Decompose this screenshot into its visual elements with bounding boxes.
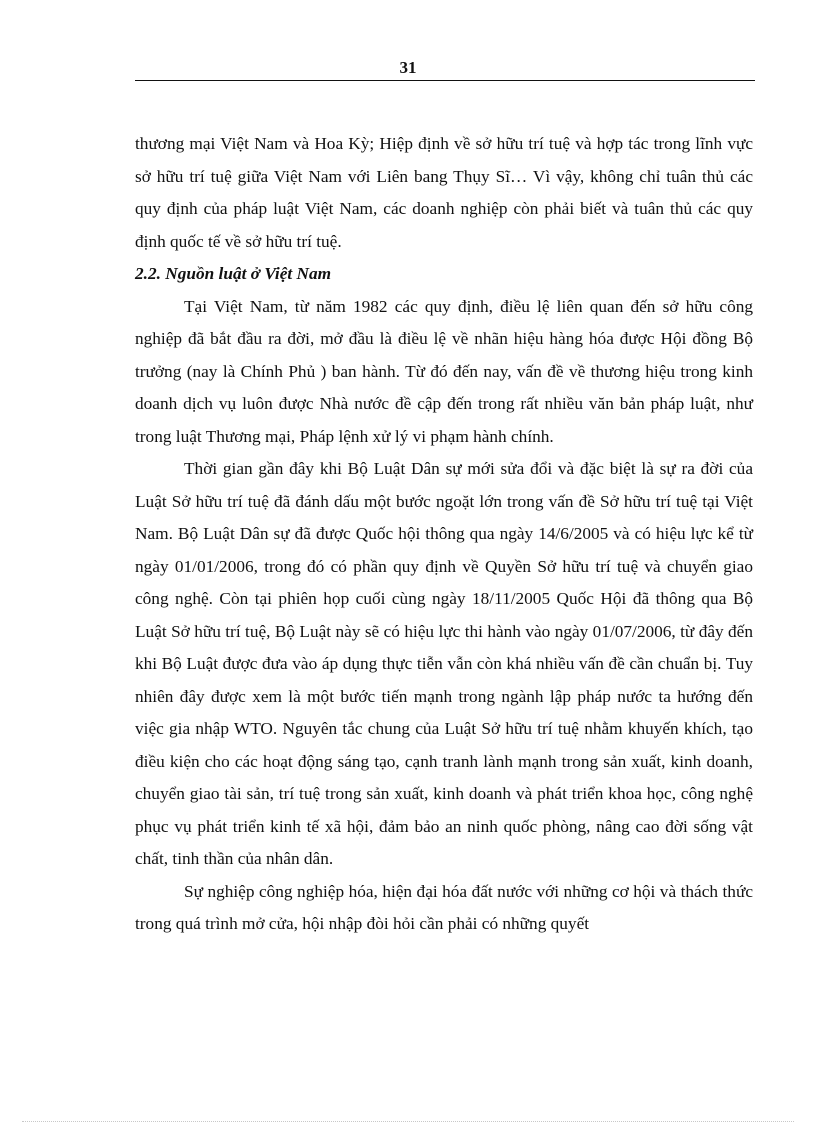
paragraph-industrialization: Sự nghiệp công nghiệp hóa, hiện đại hóa đất nước với những cơ hội và thách thức trong quá trình mở cửa, hội nhập đòi hỏi cần phải có những quyết — [135, 881, 753, 933]
paragraph-civil-code: Thời gian gần đây khi Bộ Luật Dân sự mới sửa đổi và đặc biệt là sự ra đời của Luật Sở hữu trí tuệ đã đánh dấu một bước ngoặt lớn trong vấn đề Sở hữu trí tuệ tại Việt Nam. Bộ Luật Dân sự đã được Quốc hội thông qua ngày 14/6/2005 và có hiệu lực kể từ ngày 01/01/2006, trong đó có phần quy định về Quyền Sở hữu trí tuệ và chuyển giao công nghệ. Còn tại phiên họp cuối cùng ngày 18/11/2005 Quốc Hội đã thông qua Bộ Luật Sở hữu trí tuệ, Bộ Luật này sẽ có hiệu lực thi hành vào ngày 01/07/2006, từ đây đến khi Bộ Luật được đưa vào áp dụng thực tiễn vẫn còn khá nhiều vấn đề cần chuẩn bị. Tuy nhiên đây được xem là một bước tiến mạnh trong ngành lập pháp nước ta hướng đến việc gia nhập WTO. Nguyên tắc chung của Luật Sở hữu trí tuệ nhằm khuyến khích, tạo điều kiện cho các hoạt động sáng tạo, cạnh tranh lành mạnh trong sản xuất, kinh doanh, chuyển giao tài sản, trí tuệ trong sản xuất, kinh doanh và phát triển khoa học, công nghệ phục vụ phát triển kinh tế xã hội, đảm bảo an ninh quốc phòng, nâng cao đời sống vật chất, tinh thần của nhân dân. — [135, 459, 753, 868]
paragraph-continuation: thương mại Việt Nam và Hoa Kỳ; Hiệp định về sở hữu trí tuệ và hợp tác trong lĩnh vực sở hữu trí tuệ giữa Việt Nam với Liên bang Thụy Sĩ… Vì vậy, không chỉ tuân thủ các quy định của pháp luật Việt Nam, các doanh nghiệp còn phải biết và tuân thủ các quy định quốc tế về sở hữu trí tuệ. — [135, 134, 753, 251]
document-body — [135, 128, 753, 941]
section-heading: 2.2. Nguồn luật ở Việt Nam — [135, 264, 332, 283]
page-bottom-divider — [22, 1121, 794, 1122]
paragraph-sources-history: Tại Việt Nam, từ năm 1982 các quy định, điều lệ liên quan đến sở hữu công nghiệp đã bắt đầu ra đời, mở đầu là điều lệ về nhãn hiệu hàng hóa được Hội đồng Bộ trưởng (nay là Chính Phủ ) ban hành. Từ đó đến nay, vấn đề về thương hiệu trong kinh doanh dịch vụ luôn được Nhà nước đề cập đến trong rất nhiều văn bản pháp luật, như trong luật Thương mại, Pháp lệnh xử lý vi phạm hành chính. — [135, 296, 753, 446]
header-rule — [135, 80, 755, 81]
page-number: 31 — [399, 58, 417, 77]
